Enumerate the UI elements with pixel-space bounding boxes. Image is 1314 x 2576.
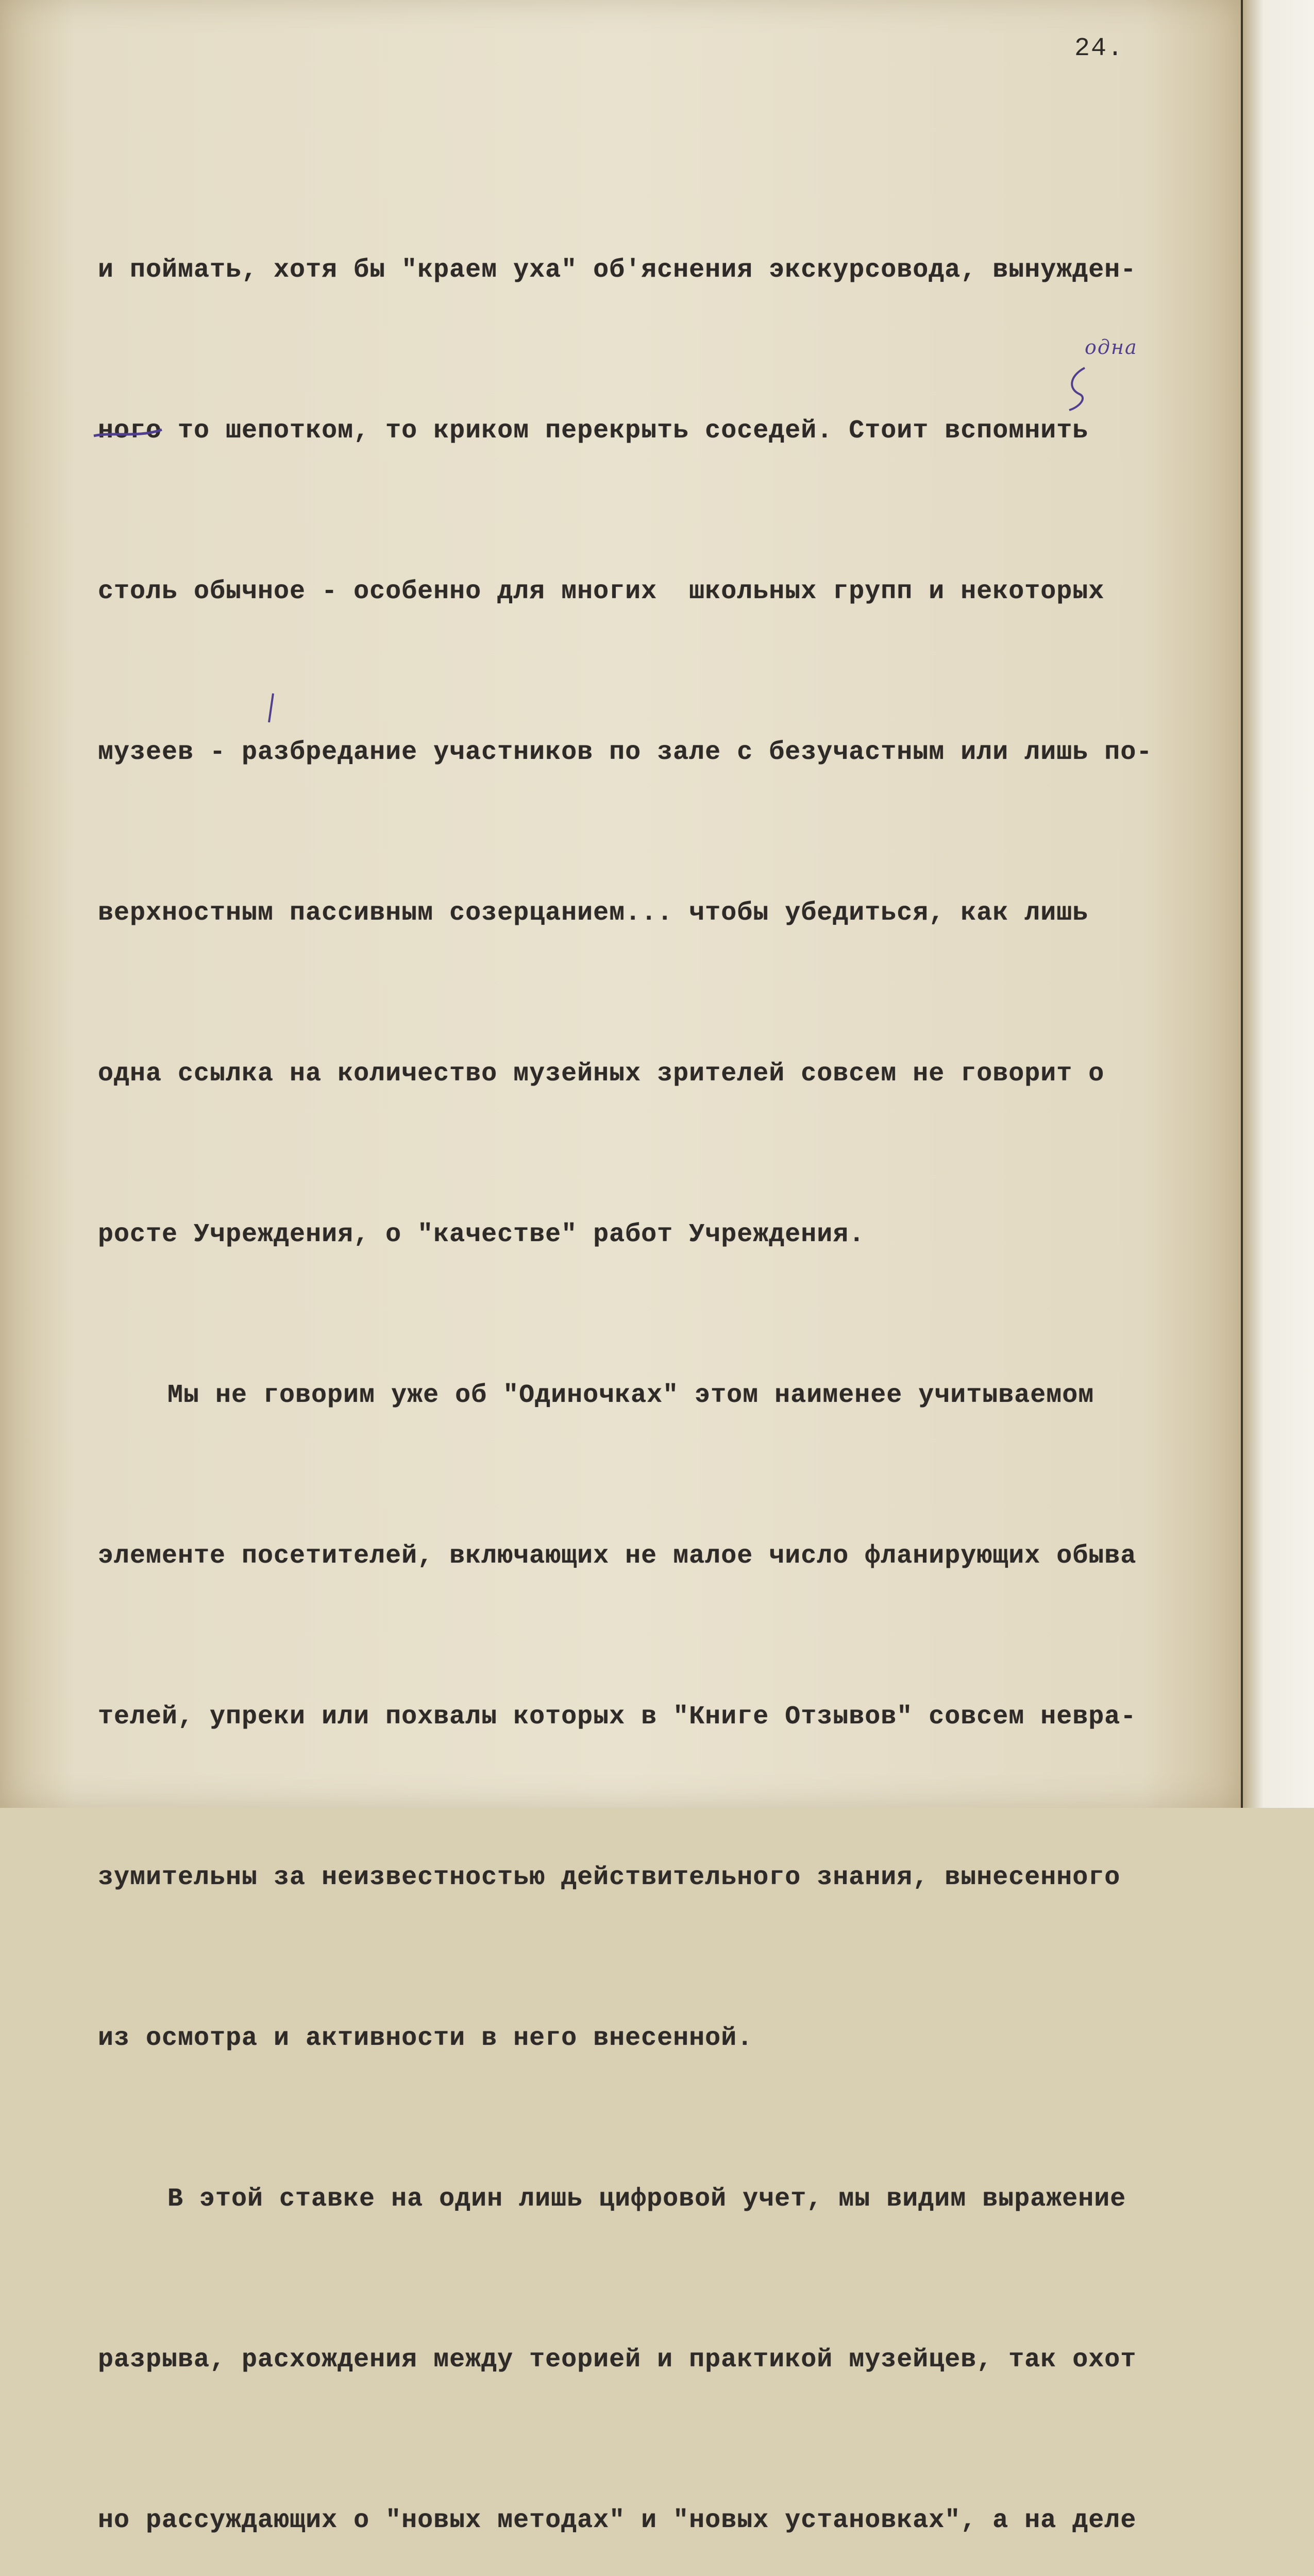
page-number: 24.	[1074, 34, 1124, 63]
text-line: разрыва, расхождения между теорией и практикой музейцев, так охот	[98, 2345, 1137, 2375]
handwritten-insertion: одна	[1085, 336, 1138, 359]
text-line: музеев - разбредание участников по зале с безучастным или лишь по-	[98, 738, 1153, 767]
handwritten-comma-mark	[266, 690, 276, 726]
text-line: одна ссылка на количество музейных зрителей совсем не говорит о	[98, 1059, 1105, 1089]
text-line: но рассуждающих о "новых методах" и "новых установках", а на деле	[98, 2506, 1137, 2535]
text-line: В этой ставке на один лишь цифровой учет, мы видим выражение	[167, 2184, 1126, 2214]
typed-text	[98, 137, 1247, 2576]
text-line: из осмотра и активности в него внесенной.	[98, 2024, 753, 2053]
text-line: верхностным пассивным созерцанием... чтобы убедиться, как лишь	[98, 899, 1089, 928]
page-edge	[1242, 0, 1314, 1808]
text-line: телей, упреки или похвалы которых в "Книге Отзывов" совсем невра-	[98, 1702, 1137, 1732]
insertion-caret-mark	[1064, 366, 1089, 412]
text-line: ного то шепотком, то криком перекрыть соседей. Стоит вспомнить	[98, 416, 1089, 446]
text-line: столь обычное - особенно для многих школьных групп и некоторых	[98, 577, 1105, 606]
text-line: элементе посетителей, включающих не малое число фланирующих обыва	[98, 1541, 1137, 1571]
strikethrough-mark	[92, 422, 164, 443]
text-line: Мы не говорим уже об "Одиночках" этом наименее учитываемом	[167, 1381, 1094, 1410]
text-line: и поймать, хотя бы "краем уха" об'яснения экскурсовода, вынужден-	[98, 256, 1137, 285]
text-line: зумительны за неизвестностью действительного знания, вынесенного	[98, 1863, 1121, 1892]
text-line: росте Учреждения, о "качестве" работ Учреждения.	[98, 1220, 865, 1249]
